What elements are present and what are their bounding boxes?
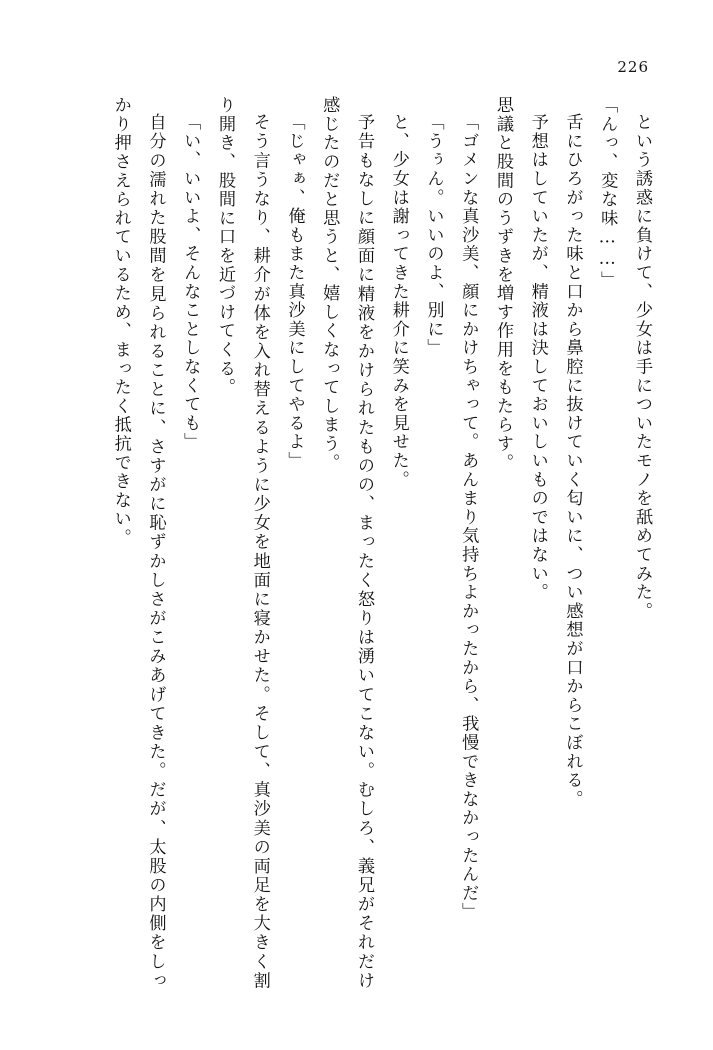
paragraph: 思議と股間のうずきを増す作用をもたらす。 [493,96,513,472]
paragraph: 「ゴメンな真沙美、顔にかけちゃって。あんまり気持ちよかったから、我慢できなかったんだ」 [458,113,479,922]
paragraph: 「んっ、変な味……」 [597,96,618,290]
paragraph: 予想はしていたが、精液は決しておいしいものではない。 [527,113,548,602]
paragraph: 「じゃぁ、俺もまた真沙美にしてやるよ」 [284,113,305,471]
page-number: 226 [617,58,649,76]
paragraph: そう言うなり、耕介が体を入れ替えるように少女を地面に寝かせた。そして、真沙美の両足を大きく割り開き、股間に口を近づけてくる。 [215,96,270,990]
paragraph: と、少女は謝ってきた耕介に笑みを見せた。 [388,113,409,489]
paragraph: という誘惑に負けて、少女は手についたモノを舐めてみた。 [632,113,652,621]
paragraph: 「い、いいよ、そんなことしなくても」 [180,113,201,452]
paragraph: 予告もなしに顔面に精液をかけられたものの、まったく怒りは湧いてこない。むしろ、義兄がそれだけ感じたのだと思うと、嬉しくなってしまう。 [319,96,374,990]
page-body-text [58,96,659,990]
paragraph: 舌にひろがった味と口から鼻腔に抜けていく匂いに、つい感想が口からこぼれる。 [562,113,583,809]
paragraph: 自分の濡れた股間を見られることに、さすがに恥ずかしさがこみあげてきた。だが、太股の内側をしっかり押さえられているため、まったく抵抗できない。 [110,96,166,990]
paragraph: 「うぅん。いいのよ、別に」 [423,113,444,358]
